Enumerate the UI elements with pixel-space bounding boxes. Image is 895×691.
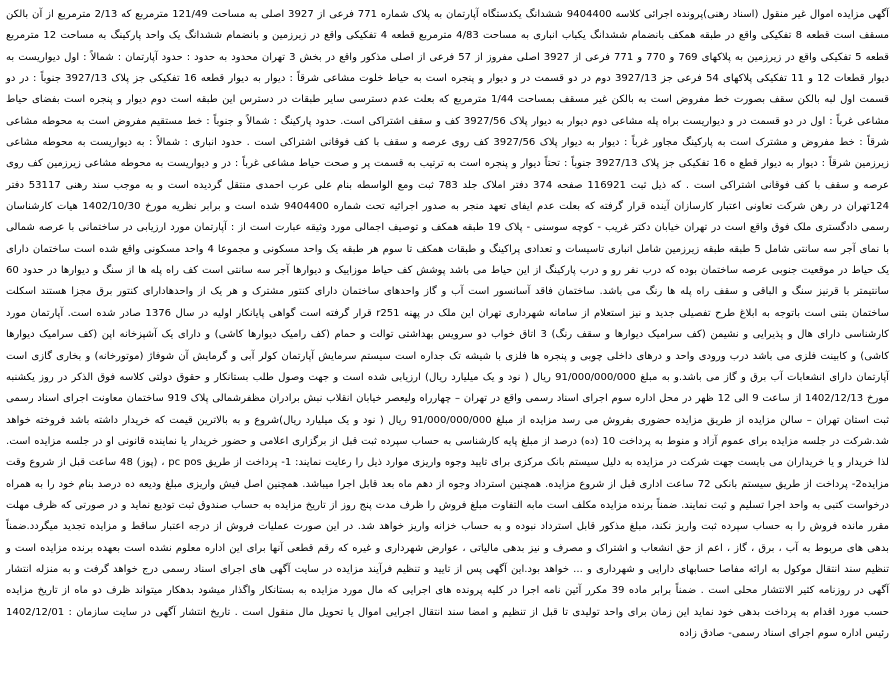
auction-notice-text: آگهی مزایده اموال غیر منقول (اسناد رهنی)پرونده اجرائی کلاسه 9404400 ششدانگ یکدستگاه آپارتمان به پلاک شماره 771 فرعی از 3927 اصلی به مساحت 121/49 مترمربع که 2/13 مترمربع از آن بالکن مسقف است قطعه 8 تفکیکی واقع در طبقه همکف بانضمام ششدانگ یکباب انباری به مساحت 4/83 مترمربع قطعه 4 تفکیکی واقع در زیرزمین و بانضمام ششدانگ یک واحد پارکینگ به مساحت 12 مترمربع قطعه 5 تفکیکی واقع در زیرزمین به پلاکهای 769 و 770 و 771 فرعی از 3927 اصلی مفروز از 57 فرعی از اصلی مذکور واقع در بخش 3 تهران محدود به حدود : حدود آپارتمان : شمالاً : اول دیواریست به دیوار قطعات 12 و 11 تفکیکی پلاکهای 54 فرعی جز 3927/13 دوم در دو قسمت در و دیوار و پنجره است به حیاط خلوت مشاعی شرقاً : دیوار به دیوار قطعه 16 تفکیکی جز پلاک 3927/13 جنوباً : در دو قسمت اول لبه بالکن سقف بصورت خط مفروض است به بالکن غیر مسقف بمساحت 1/44 مترمربع که بعلت عدم دسترسی سایر طبقات در دسترس این طبقه است دوم دیوار و پنجره است بفضای حیاط مشاعی غرباً : اول در دو قسمت در و دیواریست براه پله مشاعی دوم دیوار به دیوار پلاک 3927/56 کف و سقف اشتراکی است. حدود پارکینگ : شمالاً و جنوباً : خط مستقیم مفروض است به محوطه مشاعی شرقاً : خط مفروض و مشترک است به پارکینگ مجاور غرباً : دیوار به دیوار پلاک 3927/56 کف روی عرصه و سقف با کف فوقانی اشتراکی است . حدود انباری : شمالاً : به دیواریست به محوطه مشاعی زیرزمین شرقاً : دیوار به دیوار قطع ه 16 تفکیکی جز پلاک 3927/13 جنوباً : تحتاً دیوار و پنجره است به ترتیب به قسمت پر و صحت حیاط مشاعی غرباً : در و دیواریست به محوطه مشاعی زیرزمین کف روی عرصه و سقف با کف فوقانی اشتراکی است . که ذیل ثبت 116921 صفحه 374 دفتر املاک جلد 783 ثبت ومع الواسطه بنام علی عرب احمدی منتقل گردیده است و به موجب سند رهنی 53117 دفتر 124تهران در رهن شرکت تعاونی اعتبار کارسازان آینده قرار گرفته که بعلت عدم ایفای تعهد منجر به صدور اجرائیه تحت شماره 9404400 شده است و برابر نظریه مورخ 1402/10/30 هیات کارشناسان رسمی دادگستری ملک فوق واقع است در تهران خیابان دکتر غریب - کوچه سوسنی - پلاک 19 طبقه همکف و توصیف اجمالی مورد وثیقه عبارت است از : آپارتمان مورد ارزیابی در ساختمانی با عرصه شمالی با نمای آجر سه سانتی شامل 5 طبقه طبقه زیرزمین شامل انباری تاسیسات و تعدادی پراکینگ و طبقات همکف تا سوم هر طبقه یک واحد مسکونی و مجموعا 4 واحد مسکونی واقع شده است ساختمان دارای یک حیاط در موقعیت جنوبی عرصه ساختمان بوده که درب نفر رو و درب پارکینگ از این حیاط می باشد پوشش کف حیاط موزاییک و دیوارها آجر سه سانتی است کف راه پله ها از سنگ و دیوارها در حدود 60 سانتیمتر با قرنیز سنگ و الباقی و سقف راه پله ها رنگ می باشد. ساختمان فاقد آسانسور است آب و گاز واحدهای ساختمان دارای کنتور مشترک و هر یک از واحدهادارای کنتور برق مجزا هستند اسکلت ساختمان بتنی است باتوجه به ابلاغ طرح تفصیلی جدید و نیز استعلام از سامانه شهرداری تهران این ملک در پهنه r251 قرار گرفته است گواهی پایانکار اولیه در سال 1376 صادر شده است. آپارتمان مورد کارشناسی دارای هال و پذیرایی و نشیمن (کف سرامیک دیوارها و سقف رنگ) 3 اتاق خواب دو سرویس بهداشتی توالت و حمام (کف رامیک دیوارها کاشی) و دارای یک آشپزخانه اپن (کف سرامیک دیوارها کاشی) و کابینت فلزی می باشد درب ورودی واحد و درهای داخلی چوبی و پنجره ها فلزی با شیشه تک جداره است سیستم سرمایش آپارتمان کولر آبی و گرمایش آن شوفاژ (موتورخانه) و بخاری گازی است آپارتمان دارای انشعابات آب برق و گاز می باشد.و به مبلغ 91/000/000/000 ریال ( نود و یک میلیارد ریال) ارزیابی شده است و جهت وصول طلب بستانکار و حقوق دولتی کلاسه فوق الذکر در روز یکشنبه مورخ 1402/12/13 از ساعت 9 الی 12 ظهر در محل اداره سوم اجرای اسناد رسمی واقع در تهران – چهارراه ولیعصر خیابان انقلاب نبش برادران مظفرشمالی پلاک 919 ساختمان معاونت اجرای اسناد رسمی ثبت استان تهران – سالن مزایده از طریق مزایده حضوری بفروش می رسد مزایده از مبلغ 91/000/000/000 ریال ( نود و یک میلیارد ریال)شروع و به بالاترین قیمت که خریدار داشته باشد فروخته خواهد شد.شرکت در جلسه مزایده برای عموم آزاد و منوط به پرداخت 10 (ده) درصد از مبلغ پایه کارشناسی به حساب سپرده ثبت قبل از برگزاری اعلامی و حضور خریدار یا نماینده قانونی او در جلسه مزایده است. لذا خریدار و یا خریداران می بایست جهت شرکت در مزایده به دلیل سیستم بانک مرکزی برای تایید وجوه واریزی موارد ذیل را رعایت نمایند: 1- پرداخت از طریق pc pos ، (پوز) 48 ساعت قبل از شروع وقت مزایده2- پرداخت از طریق سیستم بانکی 72 ساعت اداری قبل از شروع مزایده. همچنین استرداد وجوه از دهم ماه بعد قابل اجرا میباشد. همچنین اصل فیش واریزی مبلغ ودیعه ده درصد بنام خود را به همراه درخواست کتبی به واحد اجرا تسلیم و ثبت نمایند. ضمناً برنده مزایده مکلف است مابه التفاوت مبلغ فروش را ظرف مدت پنج روز از تاریخ مزایده به حساب صندوق ثبت تودیع نماید و در صورتی که ظرف مهلت مقرر مانده فروش را به حساب سپرده ثبت واریز نکند، مبلغ مذکور قابل استرداد نبوده و به حساب خزانه واریز خواهد شد. در این صورت عملیات فروش از درجه اعتبار ساقط و مزایده تجدید میگردد.ضمناً بدهی های مربوط به آب ، برق ، گاز ، اعم از حق انشعاب و اشتراک و مصرف و نیز بدهی مالیاتی ، عوارض شهرداری و غیره که رقم قطعی آنها برای این اداره معلوم نشده است بعهده برنده مزایده است و تنظیم سند انتقال موکول به ارائه مفاصا حسابهای دارایی و شهرداری و ... خواهد بود.این آگهی پس از تایید و تنظیم فرآیند مزایده در سایت آگهی های اجرای اسناد رسمی درج خواهد گرفت و به منزله انتشار آگهی در روزنامه کثیر الانتشار محلی است . ضمناً برابر ماده 39 مکرر آئین نامه اجرا در کلیه پرونده های اجرایی که مال مورد مزایده به بستانکار واگذار میشود بدهکار میتواند ظرف دو ماه از تاریخ مزایده حسب مورد اقدام به پرداخت بدهی خود نماید این زمان برای واحد تولیدی تا قبل از تنظیم و امضا سند انتقال اجرایی اموال یا تحویل مال منقول است . تاریخ انتشار آگهی در سایت سازمان : 1402/12/01 رئیس اداره سوم اجرای اسناد رسمی- صادق زاده: [6, 9, 890, 639]
